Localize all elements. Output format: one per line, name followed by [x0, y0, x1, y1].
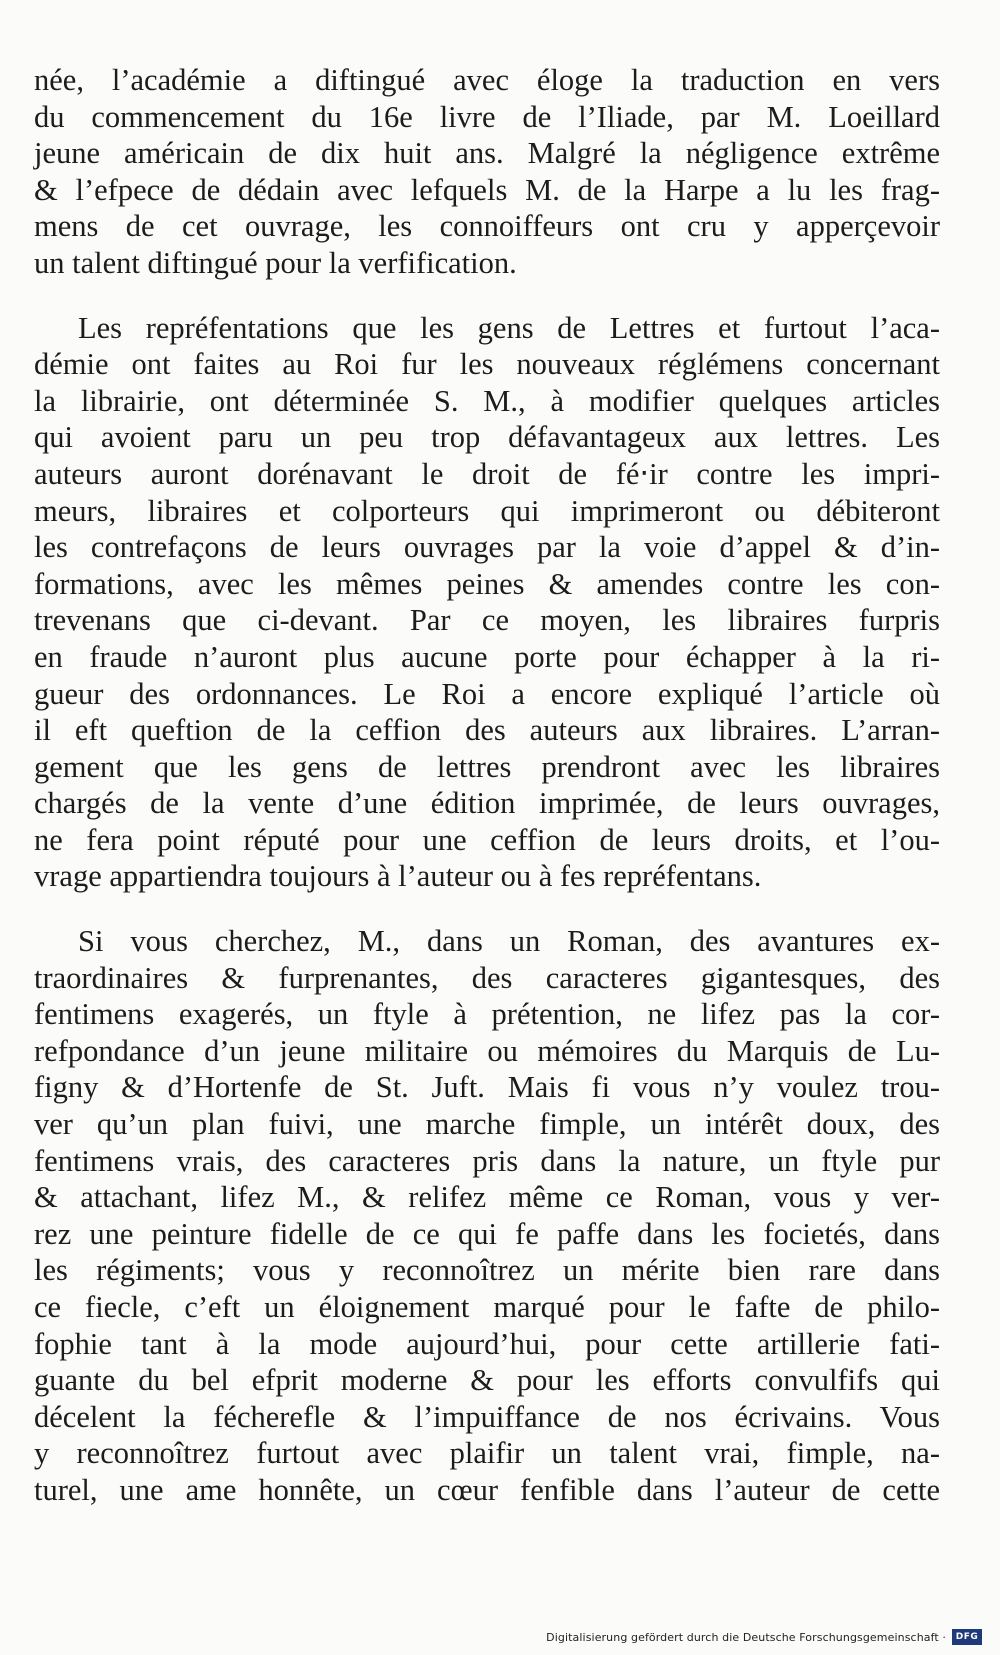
text-line: démie ont faites au Roi fur les nouveaux réglémens concernant	[34, 347, 940, 382]
text-line: fentimens vrais, des caracteres pris dans la nature, un ftyle pur	[34, 1143, 940, 1178]
text-line: traordinaires & furprenantes, des caracteres gigantesques, des	[34, 960, 940, 995]
text-line: mens de cet ouvrage, les connoiffeurs ont cru y apperçevoir	[34, 209, 940, 244]
text-line: ce fiecle, c’eft un éloignement marqué pour le fafte de philo-	[34, 1290, 940, 1324]
text-line: qui avoient paru un peu trop défavantageux aux lettres. Les	[34, 420, 940, 455]
text-line: née, l’académie a diftingué avec éloge la traduction en vers	[34, 63, 940, 97]
text-line: figny & d’Hortenfe de St. Juft. Mais fi vous n’y voulez trou-	[34, 1070, 940, 1105]
text-line: & attachant, lifez M., & relifez même ce Roman, vous y ver-	[34, 1180, 940, 1215]
paragraph-1	[34, 62, 940, 282]
text-line: ne fera point réputé pour une ceffion de leurs droits, et l’ou-	[34, 822, 940, 857]
digitization-footer	[546, 1625, 982, 1649]
text-line: rez une peinture fidelle de ce qui fe paffe dans les focietés, dans	[34, 1216, 940, 1251]
text-line: la librairie, ont déterminée S. M., à modifier quelques articles	[34, 383, 940, 418]
text-line: il eft queftion de la ceffion des auteurs aux libraires. L’arran-	[34, 713, 940, 748]
text-line: formations, avec les mêmes peines & amendes contre les con-	[34, 566, 940, 601]
text-line: chargés de la vente d’une édition imprimée, de leurs ouvrages,	[34, 786, 940, 821]
text-line: meurs, libraires et colporteurs qui imprimeront ou débiteront	[34, 493, 940, 528]
text-line: auteurs auront dorénavant le droit de fé‧ir contre les impri-	[34, 456, 940, 491]
text-line: ver qu’un plan fuivi, une marche fimple, un intérêt doux, des	[34, 1107, 940, 1142]
paragraph-3	[34, 923, 940, 1509]
paragraph-2	[34, 310, 940, 896]
text-line: jeune américain de dix huit ans. Malgré la négligence extrême	[34, 136, 940, 171]
text-line: les contrefaçons de leurs ouvrages par la voie d’appel & d’in-	[34, 530, 940, 565]
text-line: trevenans que ci-devant. Par ce moyen, les libraires furpris	[34, 603, 940, 638]
footer-credit-text: Digitalisierung gefördert durch die Deutsche Forschungsgemeinschaft ·	[546, 1630, 946, 1644]
text-line: Si vous cherchez, M., dans un Roman, des avantures ex-	[78, 924, 940, 959]
text-line: un talent diftingué pour la verfification.	[34, 245, 517, 280]
text-line: décelent la fécherefle & l’impuiffance de nos écrivains. Vous	[34, 1399, 940, 1434]
text-line: en fraude n’auront plus aucune porte pour échapper à la ri-	[34, 639, 940, 674]
text-line: turel, une ame honnête, un cœur fenfible dans l’auteur de cette	[34, 1472, 940, 1507]
text-line: gueur des ordonnances. Le Roi a encore expliqué l’article où	[34, 676, 940, 711]
text-line: du commencement du 16e livre de l’Iliade, par M. Loeillard	[34, 99, 940, 134]
text-line: guante du bel efprit moderne & pour les efforts convulfifs qui	[34, 1363, 940, 1398]
document-page	[34, 62, 940, 1509]
dfg-logo-icon: DFG	[952, 1629, 982, 1645]
text-line: les régiments; vous y reconnoîtrez un mérite bien rare dans	[34, 1253, 940, 1288]
text-line: y reconnoîtrez furtout avec plaifir un talent vrai, fimple, na-	[34, 1436, 940, 1471]
text-line: fentimens exagerés, un ftyle à prétention, ne lifez pas la cor-	[34, 997, 940, 1032]
text-line: Les repréfentations que les gens de Lettres et furtout l’aca-	[78, 310, 940, 345]
text-line: fophie tant à la mode aujourd’hui, pour cette artillerie fati-	[34, 1326, 940, 1361]
text-line: & l’efpece de dédain avec lefquels M. de la Harpe a lu les frag-	[34, 172, 940, 207]
text-line: refpondance d’un jeune militaire ou mémoires du Marquis de Lu-	[34, 1033, 940, 1068]
text-line: gement que les gens de lettres prendront avec les libraires	[34, 749, 940, 784]
text-line: vrage appartiendra toujours à l’auteur ou à fes repréfentans.	[34, 859, 762, 894]
